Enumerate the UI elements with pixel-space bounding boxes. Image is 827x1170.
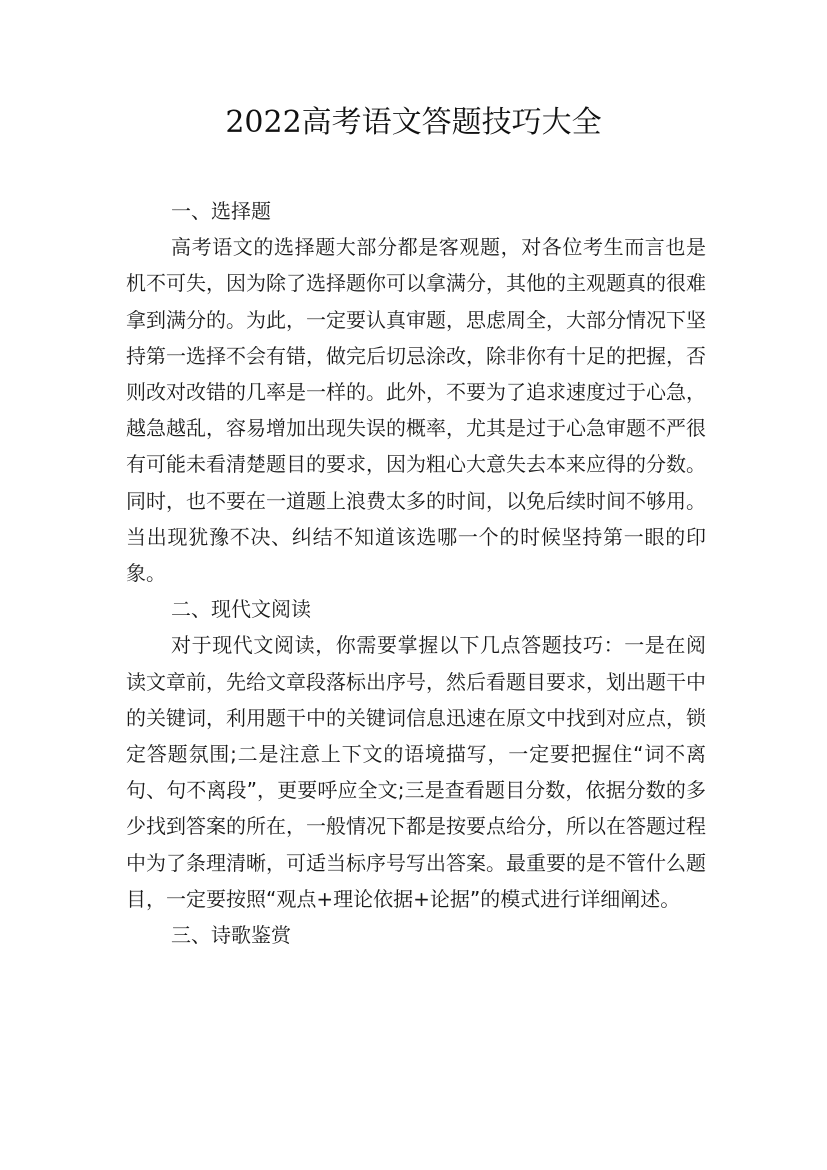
document-title: 2022高考语文答题技巧大全 [225, 105, 602, 140]
section-heading-modern-reading: 二、现代文阅读 [171, 597, 311, 622]
section-paragraph-choice: 高考语文的选择题大部分都是客观题，对各位考生而言也是机不可失，因为除了选择题你可以拿满分，其他的主观题真的很难拿到满分的。为此，一定要认真审题，思虑周全，大部分情况下坚持第一选择不会有错，做完后切忌涂改，除非你有十足的把握，否则改对改错的几率是一样的。此外，不要为了追求速度过于心急，越急越乱，容易增加出现失误的概率，尤其是过于心急审题不严很有可能未看清楚题目的要求，因为粗心大意失去本来应得的分数。同时，也不要在一道题上浪费太多的时间，以免后续时间不够用。当出现犹豫不决、纠结不知道该选哪一个的时候坚持第一眼的印象。 [126, 235, 706, 586]
section-heading-poetry: 三、诗歌鉴赏 [171, 923, 291, 948]
document-body [126, 193, 706, 953]
section-paragraph-modern-reading: 对于现代文阅读，你需要掌握以下几点答题技巧：一是在阅读文章前，先给文章段落标出序号，然后看题目要求，划出题干中的关键词，利用题干中的关键词信息迅速在原文中找到对应点，锁定答题氛围;二是注意上下文的语境描写，一定要把握住“词不离句、句不离段”，更要呼应全文;三是查看题目分数，依据分数的多少找到答案的所在，一般情况下都是按要点给分，所以在答题过程中为了条理清晰，可适当标序号写出答案。最重要的是不管什么题目，一定要按照“观点+理论依据+论据”的模式进行详细阐述。 [126, 633, 706, 911]
section-heading-choice: 一、选择题 [171, 199, 271, 223]
